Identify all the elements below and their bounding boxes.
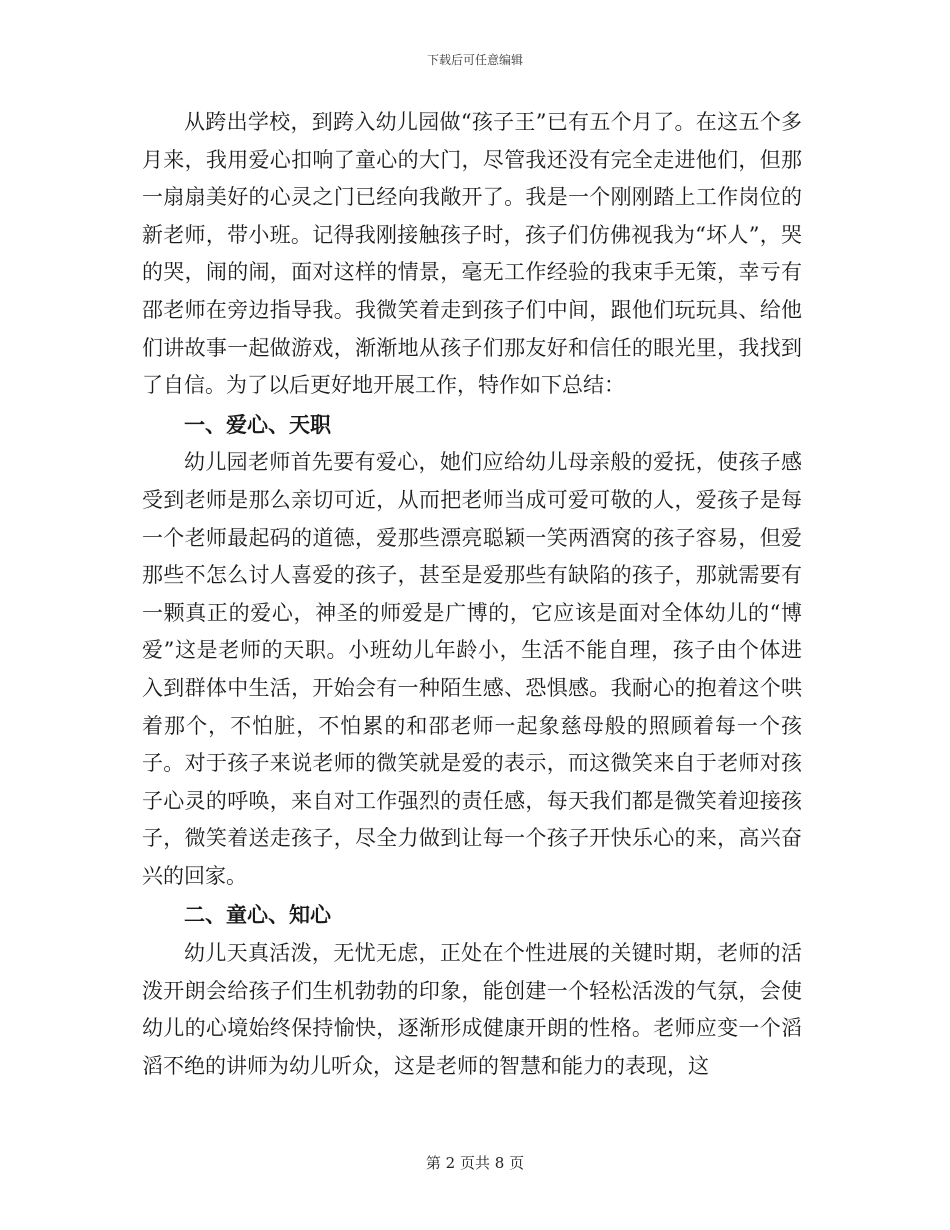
section-1-paragraph: 幼儿园老师首先要有爱心，她们应给幼儿母亲般的爱抚，使孩子感受到老师是那么亲切可近，从而把老师当成可爱可敬的人，爱孩子是每一个老师最起码的道德，爱那些漂亮聪颖一笑两酒窝的孩子容易，但爱那些不怎么讨人喜爱的孩子，甚至是爱那些有缺陷的孩子，那就需要有一颗真正的爱心，神圣的师爱是广博的，它应该是面对全体幼儿的“博爱”这是老师的天职。小班幼儿年龄小，生活不能自理，孩子由个体进入到群体中生活，开始会有一种陌生感、恐惧感。我耐心的抱着这个哄着那个，不怕脏，不怕累的和邵老师一起象慈母般的照顾着每一个孩子。对于孩子来说老师的微笑就是爱的表示，而这微笑来自于老师对孩子心灵的呼唤，来自对工作强烈的责任感，每天我们都是微笑着迎接孩子，微笑着送走孩子，尽全力做到让每一个孩子开快乐心的来，高兴奋兴的回家。 [142,450,802,888]
page-header: 下载后可任意编辑 [426,53,523,67]
document-body [142,104,802,1085]
page-footer: 第 2 页共 8 页 [425,1154,525,1172]
section-2-paragraph: 幼儿天真活泼，无忧无虑，正处在个性进展的关键时期，老师的活泼开朗会给孩子们生机勃勃的印象，能创建一个轻松活泼的气氛，会使幼儿的心境始终保持愉快，逐渐形成健康开朗的性格。老师应变一个滔滔不绝的讲师为幼儿听众，这是老师的智慧和能力的表现，这 [142,941,802,1078]
intro-paragraph: 从跨出学校，到跨入幼儿园做“孩子王”已有五个月了。在这五个多月来，我用爱心扣响了童心的大门，尽管我还没有完全走进他们，但那一扇扇美好的心灵之门已经向我敞开了。我是一个刚刚踏上工作岗位的新老师，带小班。记得我刚接触孩子时，孩子们仿佛视我为“坏人”，哭的哭，闹的闹，面对这样的情景，毫无工作经验的我束手无策，幸亏有邵老师在旁边指导我。我微笑着走到孩子们中间，跟他们玩玩具、给他们讲故事一起做游戏，渐渐地从孩子们那友好和信任的眼光里，我找到了自信。为了以后更好地开展工作，特作如下总结： [142,110,802,398]
section-2-heading: 二、童心、知心 [184,903,331,928]
section-1-heading: 一、爱心、天职 [184,412,331,437]
